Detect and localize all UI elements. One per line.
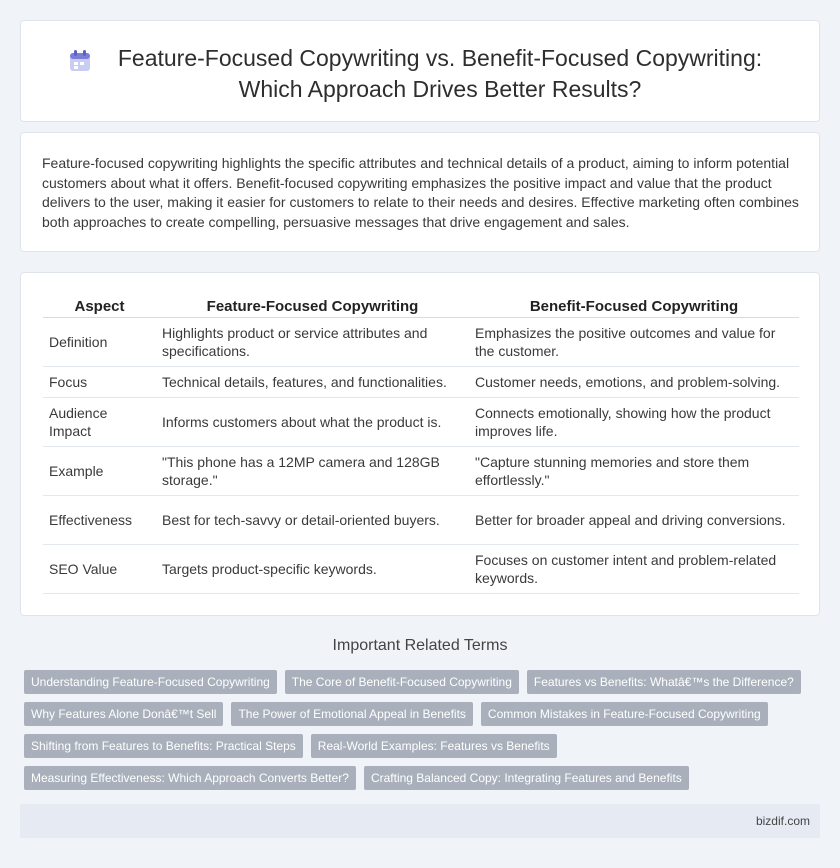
- footer-site-link[interactable]: bizdif.com: [755, 814, 810, 828]
- table-cell-aspect: SEO Value: [43, 544, 156, 593]
- table-cell-feature: Best for tech-savvy or detail-oriented buyers.: [156, 495, 469, 544]
- related-term-link[interactable]: Crafting Balanced Copy: Integrating Features and Benefits: [364, 766, 689, 790]
- related-terms-heading: Important Related Terms: [332, 637, 508, 654]
- related-term-link[interactable]: Understanding Feature-Focused Copywriting: [24, 670, 277, 694]
- table-row: [43, 397, 799, 446]
- comparison-table: [43, 295, 799, 594]
- table-cell-aspect: Example: [43, 446, 156, 495]
- table-cell-aspect: Audience Impact: [43, 397, 156, 446]
- header-feature: Feature-Focused Copywriting: [156, 295, 469, 317]
- table-cell-benefit: Focuses on customer intent and problem-related keywords.: [469, 544, 799, 593]
- related-term-link[interactable]: Shifting from Features to Benefits: Practical Steps: [24, 734, 303, 758]
- related-term-link[interactable]: Features vs Benefits: Whatâ€™s the Difference?: [527, 670, 801, 694]
- tag-row: [24, 734, 814, 758]
- related-term-link[interactable]: Measuring Effectiveness: Which Approach Converts Better?: [24, 766, 356, 790]
- table-cell-feature: "This phone has a 12MP camera and 128GB storage.": [156, 446, 469, 495]
- page-title: Feature-Focused Copywriting vs. Benefit-Focused Copywriting: Which Approach Drives Better Results?: [117, 45, 763, 102]
- tag-row: [24, 670, 814, 694]
- related-terms-list: [24, 670, 814, 798]
- table-header-row: [43, 295, 799, 317]
- table-row: [43, 544, 799, 593]
- tag-row: [24, 702, 814, 726]
- related-term-link[interactable]: Real-World Examples: Features vs Benefits: [311, 734, 557, 758]
- table-cell-feature: Informs customers about what the product is.: [156, 397, 469, 446]
- table-row: [43, 495, 799, 544]
- footer: [20, 804, 820, 838]
- table-row: [43, 446, 799, 495]
- table-cell-aspect: Focus: [43, 366, 156, 397]
- table-cell-benefit: Emphasizes the positive outcomes and value for the customer.: [469, 317, 799, 366]
- table-row: [43, 366, 799, 397]
- related-term-link[interactable]: Common Mistakes in Feature-Focused Copywriting: [481, 702, 768, 726]
- table-cell-benefit: "Capture stunning memories and store them effortlessly.": [469, 446, 799, 495]
- intro-card: [20, 132, 820, 252]
- table-cell-aspect: Definition: [43, 317, 156, 366]
- table-cell-benefit: Customer needs, emotions, and problem-solving.: [469, 366, 799, 397]
- tag-row: [24, 766, 814, 790]
- related-term-link[interactable]: The Power of Emotional Appeal in Benefits: [231, 702, 472, 726]
- table-cell-benefit: Connects emotionally, showing how the product improves life.: [469, 397, 799, 446]
- header-aspect: Aspect: [43, 295, 156, 317]
- header-benefit: Benefit-Focused Copywriting: [469, 295, 799, 317]
- comparison-card: [20, 272, 820, 616]
- intro-paragraph: Feature-focused copywriting highlights the specific attributes and technical details of a product, aiming to inform potential customers about what it offers. Benefit-focused copywriting emphasizes the positive impact and value that the product delivers to the user, making it easier for customers to relate to their needs and desires. Effective marketing often combines both approaches to create compelling, persuasive messages that drive engagement and sales.: [42, 155, 799, 230]
- related-term-link[interactable]: The Core of Benefit-Focused Copywriting: [285, 670, 519, 694]
- table-cell-feature: Technical details, features, and functionalities.: [156, 366, 469, 397]
- related-term-link[interactable]: Why Features Alone Donâ€™t Sell: [24, 702, 223, 726]
- table-cell-feature: Highlights product or service attributes and specifications.: [156, 317, 469, 366]
- table-row: [43, 317, 799, 366]
- table-cell-feature: Targets product-specific keywords.: [156, 544, 469, 593]
- title-card: [20, 20, 820, 122]
- table-cell-aspect: Effectiveness: [43, 495, 156, 544]
- table-cell-benefit: Better for broader appeal and driving conversions.: [469, 495, 799, 544]
